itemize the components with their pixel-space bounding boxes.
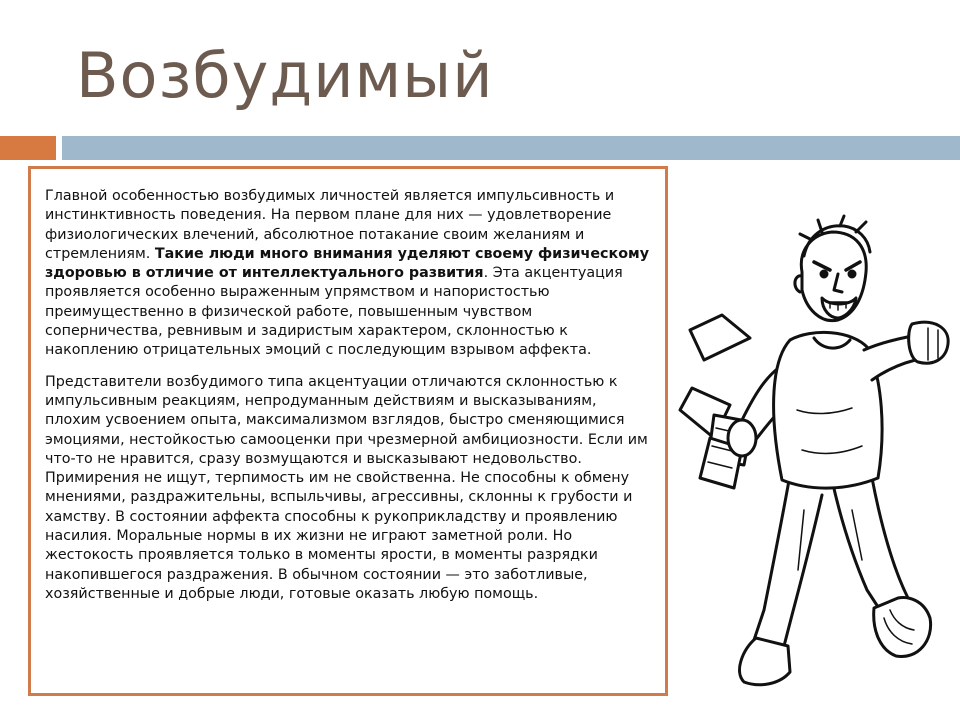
head (795, 216, 870, 321)
angry-man-illustration (672, 210, 952, 710)
paragraph-2: Представители возбудимого типа акцентуации отличаются склонностью к импульсивным реакциям, непродуманным действиям и высказываниям, плохим усвоением опыта, максимализмом взглядов, быстро сменяющимися эмоциями, нестойкостью самооценки при чрезмерной амбициозности. Если им что-то не нравится, сразу возмущаются и высказывают недовольство. Примирения не ищут, терпимость им не свойственна. Не способны к обмену мнениями, раздражительны, вспыльчивы, агрессивны, склонны к грубости и хамству. В состоянии аффекта способны к рукоприкладству и проявлению насилия. Моральные нормы в их жизни не играют заметной роли. Но жестокость проявляется только в моменты ярости, в моменты разрядки накопившегося раздражения. В обычном состоянии — это заботливые, хозяйственные и добрые люди, готовые оказать любую помощь. (45, 373, 648, 602)
text-box (28, 166, 668, 696)
paragraph-1-bold: Такие люди много внимания уделяют своему физическому здоровью в отличие от интеллектуального развития (45, 245, 650, 282)
papers-icon (680, 315, 752, 488)
accent-band-orange (0, 136, 56, 160)
band-divider (0, 160, 960, 162)
paragraph-1-part-2: . Эта акцентуация проявляется особенно выраженным упрямством и напористостью преимущественно в физической работе, повышенным чувством соперничества, ревнивым и задиристым характером, склонностью к накоплению отрицательных эмоций с последующим взрывом аффекта. (45, 265, 623, 359)
paragraph-1 (45, 187, 653, 361)
paragraph-1-part-1: Главной особенностью возбудимых личностей является импульсивность и инстинктивность поведения. На первом плане для них — удовлетворение физиологических влечений, абсолютное потакание своим желаниям и стремлениям. (45, 188, 615, 262)
accent-band-blue (62, 136, 960, 160)
slide-title: Возбудимый (76, 39, 494, 112)
